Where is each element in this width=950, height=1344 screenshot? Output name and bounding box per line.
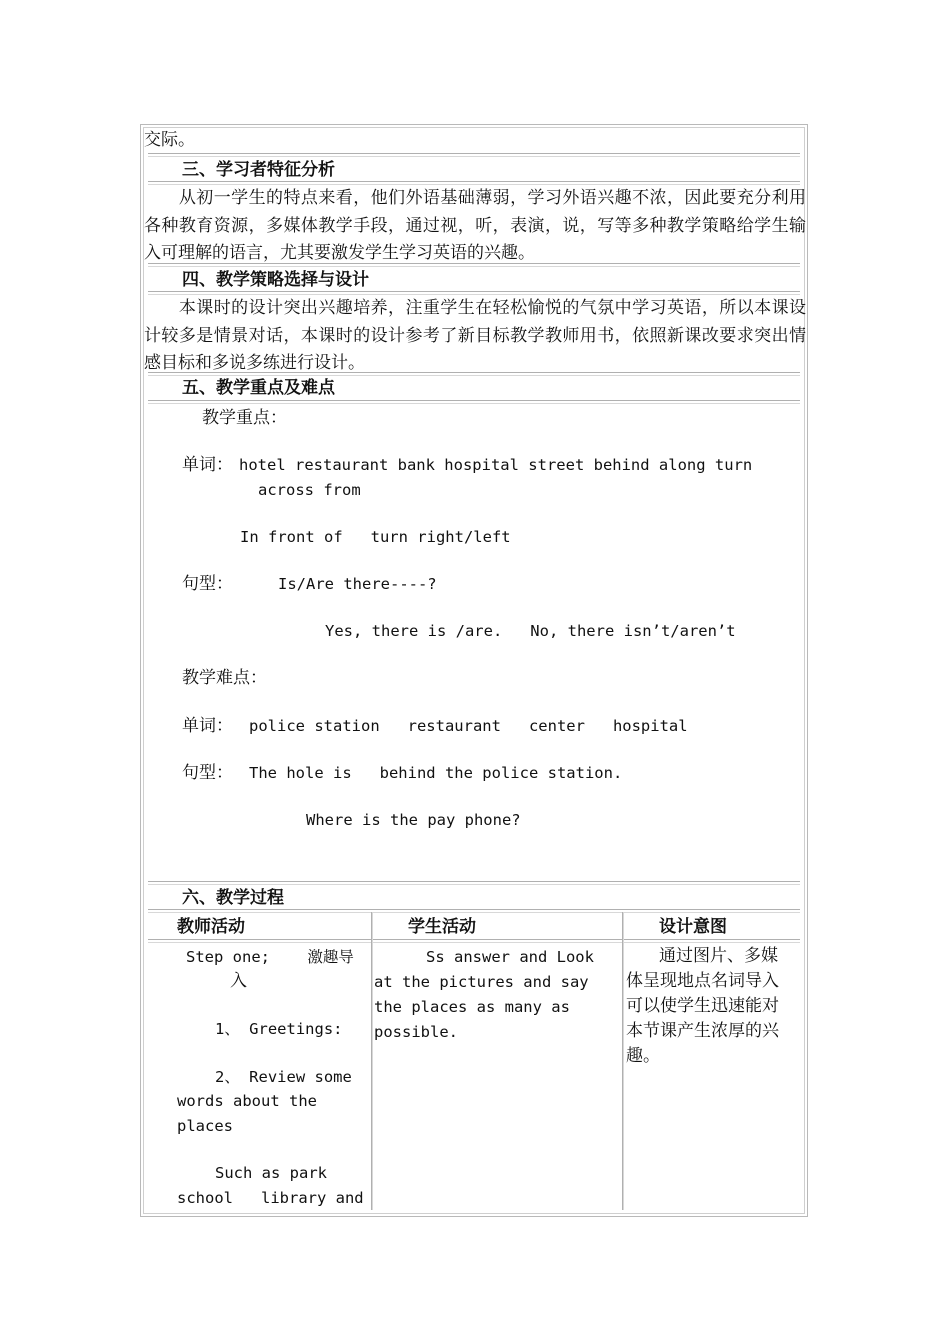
key-words-line2: across from — [258, 481, 361, 499]
column-header-teacher: 教师活动 — [177, 917, 245, 937]
section4-body: 本课时的设计突出兴趣培养，注重学生在轻松愉悦的气氛中学习英语，所以本课设计较多是情景对话，本课时的设计参考了新目标教学教师用书，依照新课改要求突出情感目标和多说多练进行设计。 — [144, 298, 806, 373]
words-label: 单词： — [182, 455, 233, 475]
teacher-item1: 1、 Greetings: — [215, 1020, 343, 1038]
section5-heading: 五、教学重点及难点 — [182, 378, 335, 398]
row-divider — [148, 939, 800, 943]
row-divider — [148, 372, 800, 376]
diff-pattern-line2: Where is the pay phone? — [306, 811, 521, 829]
section4-heading: 四、教学策略选择与设计 — [182, 270, 369, 290]
key-points-label: 教学重点： — [202, 408, 287, 428]
design-line1: 通过图片、多媒 — [659, 946, 778, 966]
intro-tail-text: 交际。 — [144, 130, 195, 150]
column-header-design: 设计意图 — [659, 917, 727, 937]
section3-body: 从初一学生的特点来看，他们外语基础薄弱，学习外语兴趣不浓，因此要充分利用各种教育资源，多媒体教学手段，通过视，听，表演，说，写等多种教学策略给学生输入可理解的语言，尤其要激发学生学习英语的兴趣。 — [144, 188, 806, 263]
diff-words: police station restaurant center hospital — [249, 717, 688, 735]
student-line2: at the pictures and say — [374, 973, 589, 991]
diff-pattern-label: 句型： — [182, 763, 233, 783]
section6-heading: 六、教学过程 — [182, 888, 284, 908]
column-divider — [622, 912, 624, 1210]
column-divider — [371, 912, 373, 1210]
teacher-item2-line3: places — [177, 1117, 233, 1135]
design-line5: 趣。 — [626, 1046, 660, 1066]
student-line3: the places as many as — [374, 998, 570, 1016]
teacher-item2-line1: 2、 Review some — [215, 1068, 352, 1086]
student-line4: possible. — [374, 1023, 458, 1041]
teacher-item3-line2: school library and — [177, 1189, 364, 1207]
row-divider — [148, 263, 800, 267]
pattern-answer: Yes, there is /are. No, there isn’t/aren’t — [325, 622, 736, 640]
row-divider — [148, 881, 800, 885]
key-words-line1: hotel restaurant bank hospital street behind along turn — [239, 456, 753, 474]
row-divider — [148, 400, 800, 404]
diff-words-label: 单词： — [182, 716, 233, 736]
section3-heading: 三、学习者特征分析 — [182, 160, 335, 180]
teacher-step-cont: 入 — [230, 971, 247, 991]
teacher-step: Step one; 激趣导 — [186, 948, 354, 966]
row-divider — [148, 153, 800, 157]
difficult-points-label: 教学难点： — [182, 668, 267, 688]
student-line1: Ss answer and Look — [426, 948, 594, 966]
pattern-question: Is/Are there----? — [278, 575, 437, 593]
diff-pattern-line1: The hole is behind the police station. — [249, 764, 623, 782]
key-words-line3: In front of turn right/left — [240, 528, 511, 546]
column-header-student: 学生活动 — [408, 917, 476, 937]
teacher-item3-line1: Such as park — [215, 1164, 327, 1182]
design-line3: 可以使学生迅速能对 — [626, 996, 779, 1016]
pattern-label: 句型： — [182, 574, 233, 594]
teacher-item2-line2: words about the — [177, 1092, 317, 1110]
design-line4: 本节课产生浓厚的兴 — [626, 1021, 779, 1041]
row-divider — [148, 909, 800, 913]
design-line2: 体呈现地点名词导入 — [626, 971, 779, 991]
